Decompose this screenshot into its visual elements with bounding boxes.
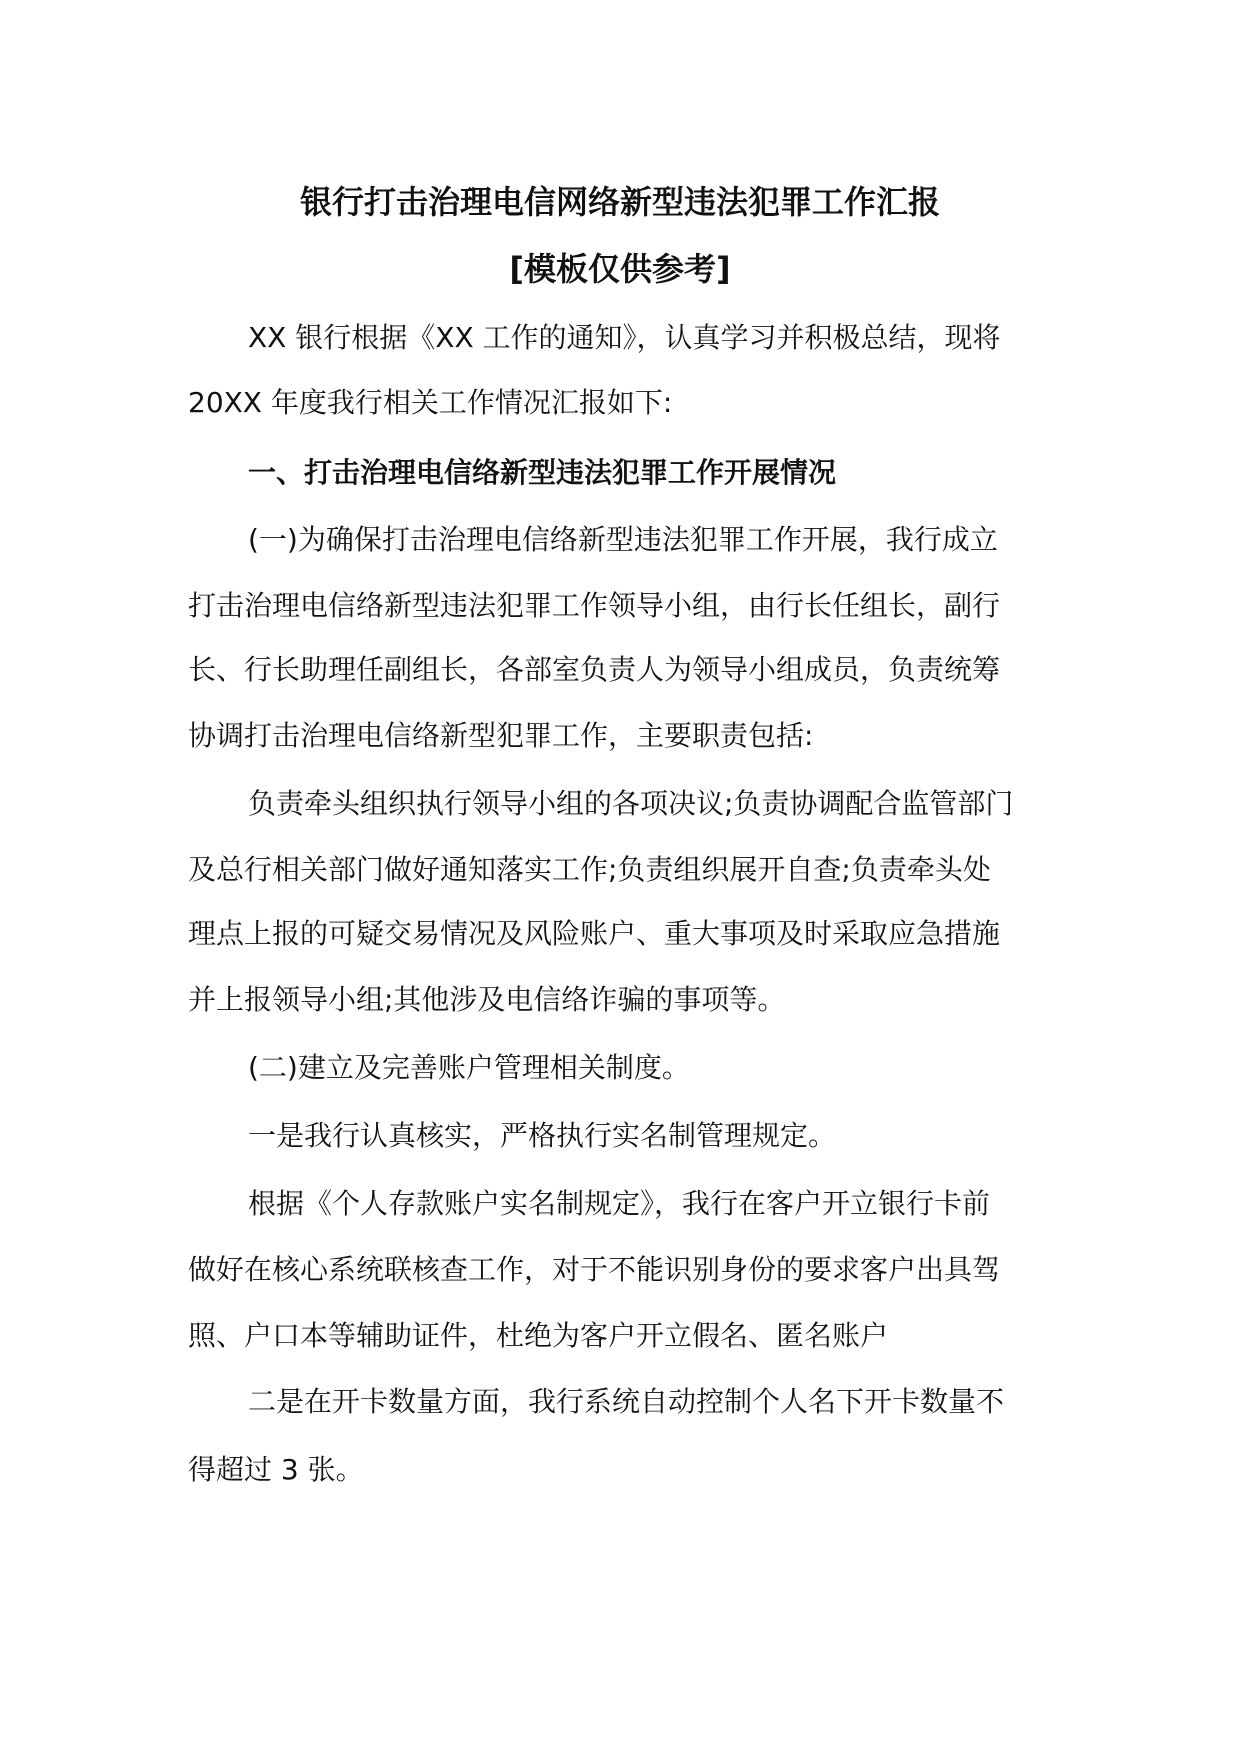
paragraph-line: (一)为确保打击治理电信络新型违法犯罪工作开展，我行成立 [248,523,998,556]
paragraph-line: 一是我行认真核实，严格执行实名制管理规定。 [248,1119,837,1152]
section-heading: 一、打击治理电信络新型违法犯罪工作开展情况 [248,456,837,489]
paragraph-line: 理点上报的可疑交易情况及风险账户、重大事项及时采取应急措施 [188,917,1001,950]
paragraph-line: (二)建立及完善账户管理相关制度。 [248,1051,690,1084]
document-title: 银行打击治理电信网络新型违法犯罪工作汇报 [299,183,940,221]
paragraph-line: 20XX 年度我行相关工作情况汇报如下: [188,386,673,419]
paragraph-line: XX 银行根据《XX 工作的通知》，认真学习并积极总结，现将 [248,321,1001,354]
paragraph-line: 做好在核心系统联核查工作，对于不能识别身份的要求客户出具驾 [188,1253,1001,1286]
paragraph-line: 打击治理电信络新型违法犯罪工作领导小组，由行长任组长，副行 [188,589,1001,622]
document-subtitle: [模板仅供参考] [509,250,731,288]
paragraph-line: 得超过 3 张。 [188,1453,364,1486]
paragraph-line: 根据《个人存款账户实名制规定》，我行在客户开立银行卡前 [248,1187,991,1220]
paragraph-line: 长、行长助理任副组长，各部室负责人为领导小组成员，负责统筹 [188,653,1001,686]
paragraph-line: 二是在开卡数量方面，我行系统自动控制个人名下开卡数量不 [248,1385,1005,1418]
paragraph-line: 负责牵头组织执行领导小组的各项决议;负责协调配合监管部门 [248,787,1014,820]
paragraph-line: 照、户口本等辅助证件，杜绝为客户开立假名、匿名账户 [188,1319,889,1352]
paragraph-line: 协调打击治理电信络新型犯罪工作，主要职责包括: [188,719,814,752]
paragraph-line: 并上报领导小组;其他涉及电信络诈骗的事项等。 [188,983,786,1016]
paragraph-line: 及总行相关部门做好通知落实工作;负责组织展开自查;负责牵头处 [188,853,991,886]
